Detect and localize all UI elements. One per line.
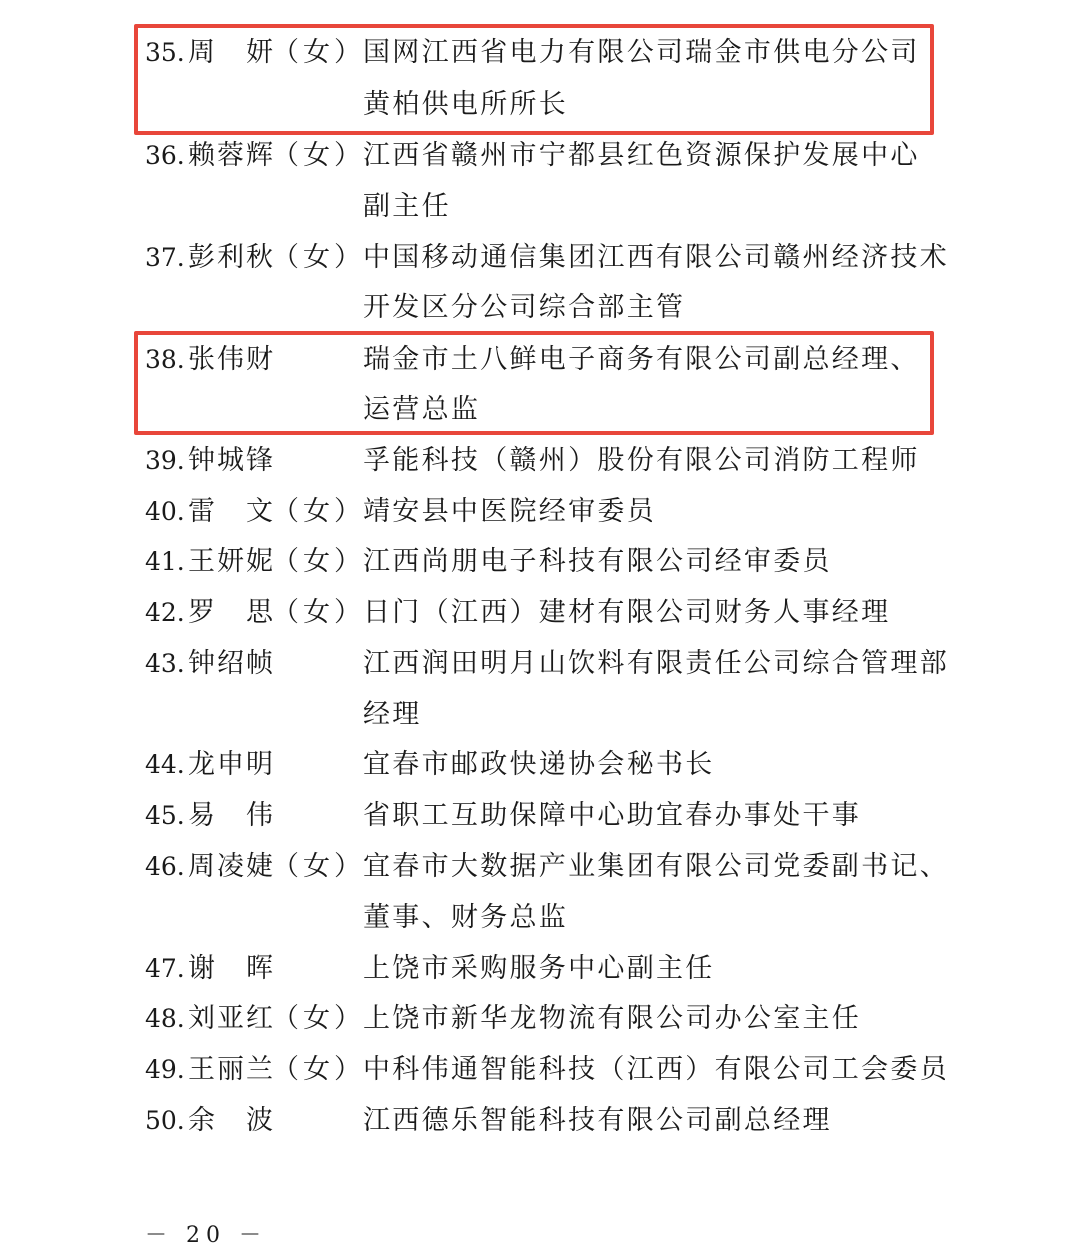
position-description: 江西润田明月山饮料有限责任公司综合管理部 xyxy=(363,648,949,679)
position-description: 瑞金市土八鲜电子商务有限公司副总经理、 xyxy=(363,344,920,375)
position-description: 日门（江西）建材有限公司财务人事经理 xyxy=(363,597,891,628)
entry-number: 50. xyxy=(145,1106,185,1135)
entry-number: 36. xyxy=(145,141,185,170)
position-description: 江西省赣州市宁都县红色资源保护发展中心 xyxy=(363,140,920,171)
entry-number: 35. xyxy=(145,38,185,67)
person-name: 谢 晖 xyxy=(188,953,275,984)
highlight-box xyxy=(134,24,934,135)
person-name: 赖蓉辉 xyxy=(188,140,275,171)
person-name: 雷 文 xyxy=(188,496,275,527)
gender-note: （女） xyxy=(272,242,365,273)
gender-note: （女） xyxy=(272,597,365,628)
position-description: 副主任 xyxy=(363,191,451,222)
person-name: 钟城锋 xyxy=(188,445,275,476)
entry-number: 46. xyxy=(145,852,185,881)
entry-number: 43. xyxy=(145,649,185,678)
person-name: 张伟财 xyxy=(188,344,275,375)
gender-note: （女） xyxy=(272,496,365,527)
person-name: 易 伟 xyxy=(188,800,275,831)
person-name: 刘亚红 xyxy=(188,1003,275,1034)
person-name: 周凌婕 xyxy=(188,851,275,882)
position-description: 董事、财务总监 xyxy=(363,902,569,933)
person-name: 周 妍 xyxy=(188,37,275,68)
gender-note: （女） xyxy=(272,140,365,171)
entry-number: 37. xyxy=(145,243,185,272)
position-description: 宜春市大数据产业集团有限公司党委副书记、 xyxy=(363,851,949,882)
person-name: 余 波 xyxy=(188,1105,275,1136)
person-name: 王妍妮 xyxy=(188,546,275,577)
person-name: 钟绍帧 xyxy=(188,648,275,679)
position-description: 宜春市邮政快递协会秘书长 xyxy=(363,749,715,780)
position-description: 江西尚朋电子科技有限公司经审委员 xyxy=(363,546,832,577)
entry-number: 48. xyxy=(145,1004,185,1033)
position-description: 孚能科技（赣州）股份有限公司消防工程师 xyxy=(363,445,920,476)
person-name: 彭利秋 xyxy=(188,242,275,273)
page-number: － 20 － xyxy=(145,1223,267,1248)
entry-number: 44. xyxy=(145,750,185,779)
person-name: 龙申明 xyxy=(188,749,275,780)
gender-note: （女） xyxy=(272,1054,365,1085)
entry-number: 49. xyxy=(145,1055,185,1084)
entry-number: 40. xyxy=(145,497,185,526)
entry-number: 42. xyxy=(145,598,185,627)
highlight-box xyxy=(134,331,934,435)
entry-number: 45. xyxy=(145,801,185,830)
gender-note: （女） xyxy=(272,546,365,577)
position-description: 上饶市新华龙物流有限公司办公室主任 xyxy=(363,1003,862,1034)
person-name: 王丽兰 xyxy=(188,1054,275,1085)
position-description: 江西德乐智能科技有限公司副总经理 xyxy=(363,1105,832,1136)
person-name: 罗 思 xyxy=(188,597,275,628)
position-description: 省职工互助保障中心助宜春办事处干事 xyxy=(363,800,862,831)
position-description: 开发区分公司综合部主管 xyxy=(363,292,686,323)
position-description: 中科伟通智能科技（江西）有限公司工会委员 xyxy=(363,1054,949,1085)
position-description: 国网江西省电力有限公司瑞金市供电分公司 xyxy=(363,37,920,68)
entry-number: 38. xyxy=(145,345,185,374)
position-description: 经理 xyxy=(363,699,422,730)
entry-number: 39. xyxy=(145,446,185,475)
position-description: 上饶市采购服务中心副主任 xyxy=(363,953,715,984)
entry-number: 47. xyxy=(145,954,185,983)
gender-note: （女） xyxy=(272,1003,365,1034)
position-description: 黄柏供电所所长 xyxy=(363,89,569,120)
gender-note: （女） xyxy=(272,851,365,882)
position-description: 中国移动通信集团江西有限公司赣州经济技术 xyxy=(363,242,949,273)
position-description: 靖安县中医院经审委员 xyxy=(363,496,656,527)
gender-note: （女） xyxy=(272,37,365,68)
entry-number: 41. xyxy=(145,547,185,576)
position-description: 运营总监 xyxy=(363,394,481,425)
